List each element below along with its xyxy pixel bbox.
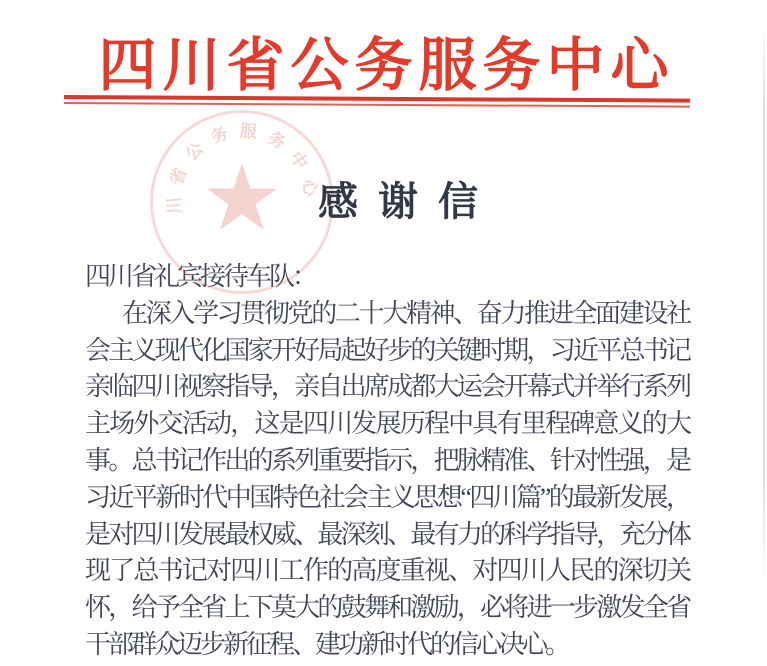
star-icon: ★: [200, 144, 284, 252]
body-line: 事。总书记作出的系列重要指示，把脉精准、针对性强，是: [85, 445, 689, 475]
body-line: 干部群众迈步新征程、建功新时代的信心决心。: [85, 629, 569, 659]
body-line: 现了总书记对四川工作的高度重视、对四川人民的深切关: [85, 556, 689, 586]
body-line: 在深入学习贯彻党的二十大精神、奋力推进全面建设社: [122, 298, 689, 328]
seal-ring-char: 川: [164, 196, 185, 215]
body-line: 会主义现代化国家开好局起好步的关键时期，习近平总书记: [85, 335, 689, 365]
seal-ring-char: 务: [208, 123, 231, 148]
salutation: 四川省礼宾接待车队：: [85, 262, 316, 291]
body-line: 亲临四川视察指导，亲自出席成都大运会开幕式并举行系列: [85, 372, 689, 402]
seal-ring-char: 服: [239, 121, 258, 142]
body-line: 主场外交活动，这是四川发展历程中具有里程碑意义的大: [85, 409, 689, 439]
letter-body: [85, 259, 689, 664]
body-line: 是对四川发展最权威、最深刻、最有力的科学指导，充分体: [85, 519, 689, 549]
seal-ring-char: 省: [166, 165, 191, 188]
seal-ring-char: 公: [181, 138, 208, 165]
letter-title: 感谢信: [318, 179, 498, 224]
seal-ring-char: 务: [264, 128, 289, 153]
seal-ring-char: 中: [285, 148, 312, 173]
seal-ring-char: 心: [298, 177, 321, 198]
letterhead-org-name: 四川省公务服务中心: [98, 33, 675, 98]
scan-edge-shadow: [763, 25, 765, 586]
body-line: 怀，给予全省上下莫大的鼓舞和激励，必将进一步激发全省: [85, 593, 689, 623]
body-line: 习近平新时代中国特色社会主义思想“四川篇”的最新发展，: [85, 482, 689, 512]
